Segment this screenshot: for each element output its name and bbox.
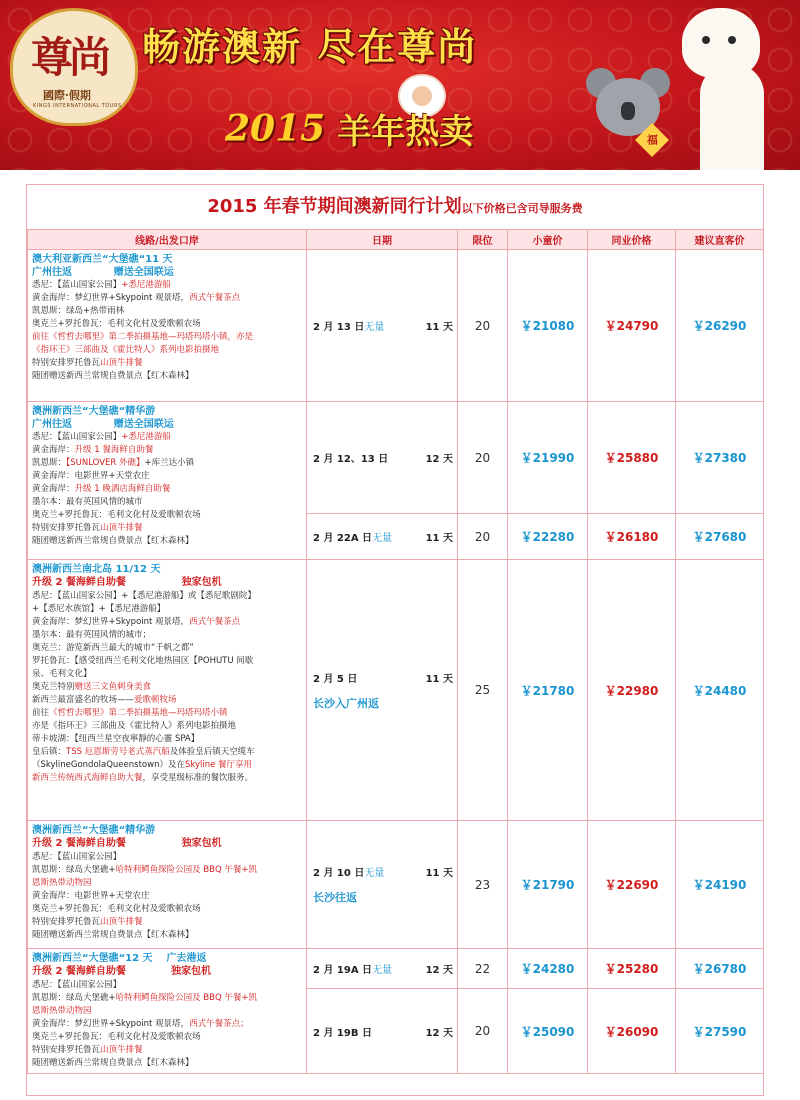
route-detail-segment: 罗托鲁瓦：【感受纽西兰毛利文化地热园区【POHUTU 间歇 xyxy=(32,656,254,666)
route-detail-line xyxy=(32,903,302,916)
promo-banner xyxy=(0,0,800,170)
route-detail-segment: 蒂卡坡湖：【纽西兰星空夜寧靜的心靈 SPA】 xyxy=(32,734,200,744)
route-detail-segment: 奥克兰+罗托鲁瓦：毛利文化村及爱歌顿农场 xyxy=(32,319,201,329)
route-detail-segment: 泉、毛利文化】 xyxy=(32,669,92,679)
trip-days: 11 天 xyxy=(425,322,453,333)
route-detail-line xyxy=(32,483,302,496)
route-detail-line xyxy=(32,344,302,357)
route-detail-segment: 凯恩斯：绿岛大堡礁+ xyxy=(32,865,116,875)
trip-days: 12 天 xyxy=(425,1027,453,1039)
route-detail-segment: 及体验皇后镇天空缆车 xyxy=(169,747,255,757)
route-detail-segment: 悉尼：【蓝山国家公园】+【悉尼港游船】或【悉尼歌剧院】 xyxy=(32,591,256,601)
retail-price: ￥27680 xyxy=(676,514,764,560)
date-note: 无量 xyxy=(364,322,385,333)
route-detail-segment: 《指环王》三部曲及《霍比特人》系列电影拍摄地 xyxy=(32,345,220,355)
route-detail-segment: 哈特利鳄鱼探险公园及 BBQ 午餐+凯 xyxy=(115,993,258,1003)
route-detail-segment: 山顶牛排餐 xyxy=(100,917,143,927)
route-detail-segment: 山顶牛排餐 xyxy=(100,358,143,368)
itinerary-body xyxy=(28,250,764,1074)
route-detail-line xyxy=(32,535,302,548)
banner-headline: 畅游澳新 尽在尊尚 xyxy=(142,25,478,69)
trip-days: 12 天 xyxy=(425,965,453,977)
route-detail-segment: 前往 xyxy=(32,708,50,718)
route-detail-segment: 墨尔本：最有英国风情的城市 xyxy=(32,497,143,507)
route-detail-line xyxy=(32,603,302,616)
route-detail-segment: 特别安排罗托鲁瓦 xyxy=(32,358,101,368)
route-detail-segment: 西式午餐茶点 xyxy=(189,617,241,627)
departure-date xyxy=(307,821,458,949)
route-detail-segment: 悉尼：【蓝山国家公园】 xyxy=(32,980,122,990)
route-detail-segment: 奥克兰+罗托鲁瓦：毛利文化村及爱歌顿农场 xyxy=(32,904,201,914)
route-title: 澳洲新西兰“大堡礁“精华游 xyxy=(32,825,156,836)
route-detail-segment: 《哲哲去哪里》第二季拍摄基地—玛塔玛塔小镇 xyxy=(49,708,228,718)
retail-price: ￥27590 xyxy=(676,989,764,1074)
route-detail-line xyxy=(32,992,302,1005)
route-detail-line xyxy=(32,457,302,470)
route-detail-line xyxy=(32,522,302,535)
route-description xyxy=(28,560,307,821)
route-detail-segment: +库兰达小镇 xyxy=(144,458,195,468)
route-detail-line xyxy=(32,616,302,629)
route-detail-segment: 随团赠送新西兰常规自费景点【红木森林】 xyxy=(32,536,194,546)
date-text: 2 月 12、13 日 xyxy=(313,454,389,465)
child-price: ￥22280 xyxy=(508,514,588,560)
route-description xyxy=(28,821,307,949)
header-peer-price: 同业价格 xyxy=(588,230,676,250)
seat-limit: 20 xyxy=(458,250,508,402)
route-description xyxy=(28,949,307,1074)
route-detail-line xyxy=(32,694,302,707)
route-detail-line xyxy=(32,733,302,746)
child-price: ￥25090 xyxy=(508,989,588,1074)
route-detail-line xyxy=(32,642,302,655)
route-detail-segment: 升级 1 晚酒店海鲜自助餐 xyxy=(74,484,171,494)
route-detail-line xyxy=(32,1057,302,1070)
child-price: ￥21990 xyxy=(508,402,588,514)
seat-limit: 20 xyxy=(458,402,508,514)
departure-date xyxy=(307,514,458,560)
header-route: 线路/出发口岸 xyxy=(28,230,307,250)
route-highlight: 升级 2 餐海鲜自助餐 独家包机 xyxy=(32,838,222,849)
route-description xyxy=(28,402,307,560)
panel-title-main: 2015 年春节期间澳新同行计划 xyxy=(207,196,462,217)
route-detail-segment: 黄金海岸：梦幻世界+Skypoint 观景塔， xyxy=(32,617,190,627)
fu-char: 福 xyxy=(646,133,658,146)
header-retail-price: 建议直客价 xyxy=(676,230,764,250)
alpaca-icon xyxy=(672,4,790,170)
route-detail-segment: （SkylineGondolaQueenstown）及在 xyxy=(32,760,185,770)
route-title: 广州往返 赠送全国联运 xyxy=(32,419,174,430)
route-detail-segment: Skyline 餐厅享用 xyxy=(184,760,253,770)
route-detail-line xyxy=(32,1018,302,1031)
retail-price: ￥27380 xyxy=(676,402,764,514)
route-detail-segment: 黄金海岸：电影世界+天堂农庄 xyxy=(32,471,150,481)
route-detail-segment: 山顶牛排餐 xyxy=(100,1045,143,1055)
peer-price: ￥25280 xyxy=(588,949,676,989)
retail-price: ￥26780 xyxy=(676,949,764,989)
trip-days: 11 天 xyxy=(425,533,453,544)
route-detail-segment: 随团赠送新西兰常规自费景点【红木森林】 xyxy=(32,930,194,940)
seat-limit: 22 xyxy=(458,949,508,989)
route-detail-line xyxy=(32,470,302,483)
seat-limit: 23 xyxy=(458,821,508,949)
route-detail-line xyxy=(32,370,302,383)
route-detail-line xyxy=(32,929,302,942)
route-detail-segment: 恩斯热带动物园 xyxy=(32,878,92,888)
logo-main-text: 尊尚 xyxy=(31,33,108,82)
route-detail-segment: 随团赠送新西兰常规自费景点【红木森林】 xyxy=(32,1058,194,1068)
route-detail-segment: +【悉尼水族馆】+【悉尼港游船】 xyxy=(32,604,166,614)
header-seats: 限位 xyxy=(458,230,508,250)
route-detail-line xyxy=(32,331,302,344)
itinerary-table xyxy=(27,229,764,1074)
brand-logo xyxy=(10,8,138,126)
peer-price: ￥26090 xyxy=(588,989,676,1074)
trip-days: 11 天 xyxy=(425,868,453,879)
route-detail-segment: ，享受星级标准的餐饮服务。 xyxy=(142,773,254,783)
route-detail-line xyxy=(32,444,302,457)
route-detail-segment: 哈特利鳄鱼探险公园及 BBQ 午餐+凯 xyxy=(115,865,258,875)
trip-days: 12 天 xyxy=(425,454,453,465)
logo-sub-text: 國際·假期 xyxy=(43,89,91,102)
itinerary-row xyxy=(28,402,764,514)
route-detail-line xyxy=(32,590,302,603)
route-detail-line xyxy=(32,1005,302,1018)
route-description xyxy=(28,250,307,402)
route-detail-line xyxy=(32,279,302,292)
route-detail-segment: 墨尔本：最有英国风情的城市； xyxy=(32,630,152,640)
route-detail-segment: 悉尼：【蓝山国家公园】 xyxy=(32,280,122,290)
route-detail-segment: 奥克兰+罗托鲁瓦：毛利文化村及爱歌顿农场 xyxy=(32,510,201,520)
peer-price: ￥22980 xyxy=(588,560,676,821)
route-detail-line xyxy=(32,864,302,877)
route-title: 澳洲新西兰“大堡礁“12 天 广去港返 xyxy=(32,953,207,964)
departure-port: 长沙入广州返 xyxy=(313,696,379,710)
route-detail-segment: TSS 厄恩斯劳号老式蒸汽船 xyxy=(66,747,170,757)
route-detail-segment: 升级 1 餐海鲜自助餐 xyxy=(74,445,154,455)
route-detail-line xyxy=(32,979,302,992)
route-detail-line xyxy=(32,357,302,370)
route-detail-segment: 黄金海岸： xyxy=(32,484,75,494)
route-detail-segment: 凯恩斯：绿岛+热带雨林 xyxy=(32,306,125,316)
date-note: 无量 xyxy=(364,868,385,879)
route-detail-segment: 黄金海岸：梦幻世界+Skypoint 观景塔， xyxy=(32,293,190,303)
route-detail-segment: 凯恩斯：绿岛大堡礁+ xyxy=(32,993,116,1003)
route-detail-segment: 赠送三文鱼刺身美食 xyxy=(74,682,152,692)
route-detail-line xyxy=(32,305,302,318)
date-text: 2 月 22A 日 xyxy=(313,533,373,544)
route-detail-segment: +悉尼港游船 xyxy=(121,432,171,442)
child-price: ￥24280 xyxy=(508,949,588,989)
route-detail-segment: 特别安排罗托鲁瓦 xyxy=(32,917,101,927)
route-detail-line xyxy=(32,496,302,509)
route-title: 澳洲新西兰“大堡礁“精华游 xyxy=(32,406,156,417)
seat-limit: 20 xyxy=(458,514,508,560)
route-detail-segment: 皇后镇： xyxy=(32,747,67,757)
route-detail-segment: 前往《哲哲去哪里》第二季拍摄基地—玛塔玛塔小镇，亦是 xyxy=(32,332,254,342)
seat-limit: 20 xyxy=(458,989,508,1074)
child-price: ￥21080 xyxy=(508,250,588,402)
date-note: 无量 xyxy=(372,965,393,977)
itinerary-row xyxy=(28,821,764,949)
route-detail-segment: +悉尼港游船 xyxy=(121,280,171,290)
route-detail-line xyxy=(32,890,302,903)
route-detail-segment: 山顶牛排餐 xyxy=(100,523,143,533)
route-detail-segment: 悉尼：【蓝山国家公园】 xyxy=(32,852,122,862)
route-detail-segment: 恩斯热带动物园 xyxy=(32,1006,92,1016)
date-text: 2 月 10 日 xyxy=(313,868,365,879)
departure-date xyxy=(307,989,458,1074)
departure-date xyxy=(307,402,458,514)
route-title: 广州往返 赠送全国联运 xyxy=(32,267,174,278)
route-detail-line xyxy=(32,668,302,681)
route-detail-line xyxy=(32,746,302,759)
departure-date xyxy=(307,250,458,402)
itinerary-panel xyxy=(26,184,764,1096)
panel-title-note: 以下价格已含司导服务费 xyxy=(461,202,583,215)
route-detail-line xyxy=(32,772,302,785)
route-detail-segment: 新西兰传统西式海鲜自助大餐 xyxy=(32,773,143,783)
route-highlight: 升级 2 餐海鲜自助餐 独家包机 xyxy=(32,966,212,977)
route-highlight: 升级 2 餐海鲜自助餐 独家包机 xyxy=(32,577,222,588)
route-detail-line xyxy=(32,916,302,929)
route-detail-line xyxy=(32,292,302,305)
banner-year: 2015 xyxy=(225,107,326,150)
route-detail-line xyxy=(32,707,302,720)
peer-price: ￥26180 xyxy=(588,514,676,560)
route-detail-line xyxy=(32,1044,302,1057)
route-title: 澳洲新西兰南北岛 11/12 天 xyxy=(32,564,161,575)
route-detail-segment: 亦是《指环王》三部曲及《霍比特人》系列电影拍摄地 xyxy=(32,721,237,731)
child-price: ￥21780 xyxy=(508,560,588,821)
route-detail-segment: 随团赠送新西兰常规自费景点【红木森林】 xyxy=(32,371,194,381)
route-detail-line xyxy=(32,720,302,733)
date-text: 2 月 13 日 xyxy=(313,322,365,333)
route-detail-segment: 黄金海岸：梦幻世界+Skypoint 观景塔， xyxy=(32,1019,190,1029)
route-detail-segment: 特别安排罗托鲁瓦 xyxy=(32,1045,101,1055)
banner-hot-label: 羊年热卖 xyxy=(337,112,474,152)
retail-price: ￥24190 xyxy=(676,821,764,949)
banner-year-line xyxy=(225,104,473,153)
route-title: 澳大利亚新西兰“大堡礁“11 天 xyxy=(32,254,173,265)
departure-date xyxy=(307,560,458,821)
departure-date xyxy=(307,949,458,989)
route-detail-segment: 特别安排罗托鲁瓦 xyxy=(32,523,101,533)
route-detail-segment: 【SUNLOVER 外礁】 xyxy=(66,458,145,468)
route-detail-segment: 凯恩斯： xyxy=(32,458,67,468)
itinerary-row xyxy=(28,560,764,821)
route-detail-line xyxy=(32,877,302,890)
retail-price: ￥26290 xyxy=(676,250,764,402)
panel-title xyxy=(27,185,763,229)
route-detail-segment: 西式午餐茶点； xyxy=(189,1019,249,1029)
departure-port: 长沙往返 xyxy=(313,891,357,904)
route-detail-line xyxy=(32,681,302,694)
route-detail-line xyxy=(32,431,302,444)
route-detail-line xyxy=(32,509,302,522)
route-detail-segment: 悉尼：【蓝山国家公园】 xyxy=(32,432,122,442)
route-detail-line xyxy=(32,1031,302,1044)
route-detail-segment: 新西兰最富盛名的牧场—— xyxy=(32,695,135,705)
route-detail-segment: 黄金海岸：电影世界+天堂农庄 xyxy=(32,891,150,901)
table-header-row xyxy=(28,230,764,250)
seat-limit: 25 xyxy=(458,560,508,821)
route-detail-segment: 爱歌顿牧场 xyxy=(134,695,177,705)
itinerary-row xyxy=(28,949,764,989)
retail-price: ￥24480 xyxy=(676,560,764,821)
peer-price: ￥24790 xyxy=(588,250,676,402)
route-detail-line xyxy=(32,318,302,331)
date-text: 2 月 19A 日 xyxy=(313,965,373,977)
itinerary-row xyxy=(28,250,764,402)
route-detail-segment: 奥克兰特别 xyxy=(32,682,75,692)
route-detail-line xyxy=(32,629,302,642)
route-detail-segment: 黄金海岸： xyxy=(32,445,75,455)
route-detail-segment: 奥克兰+罗托鲁瓦：毛利文化村及爱歌顿农场 xyxy=(32,1032,201,1042)
route-detail-line xyxy=(32,851,302,864)
header-date: 日期 xyxy=(307,230,458,250)
route-detail-line xyxy=(32,759,302,772)
peer-price: ￥25880 xyxy=(588,402,676,514)
logo-english-text: KINGS INTERNATIONAL TOURS xyxy=(33,103,122,109)
child-price: ￥21790 xyxy=(508,821,588,949)
peer-price: ￥22690 xyxy=(588,821,676,949)
date-note: 无量 xyxy=(372,533,393,544)
header-child-price: 小童价 xyxy=(508,230,588,250)
date-text: 2 月 19B 日 xyxy=(313,1027,372,1039)
trip-days: 11 天 xyxy=(425,673,453,685)
route-detail-segment: 奥克兰：游览新西兰最大的城市“千帆之都” xyxy=(32,643,194,653)
route-detail-line xyxy=(32,655,302,668)
route-detail-segment: 西式午餐茶点 xyxy=(189,293,241,303)
date-text: 2 月 5 日 xyxy=(313,673,358,685)
